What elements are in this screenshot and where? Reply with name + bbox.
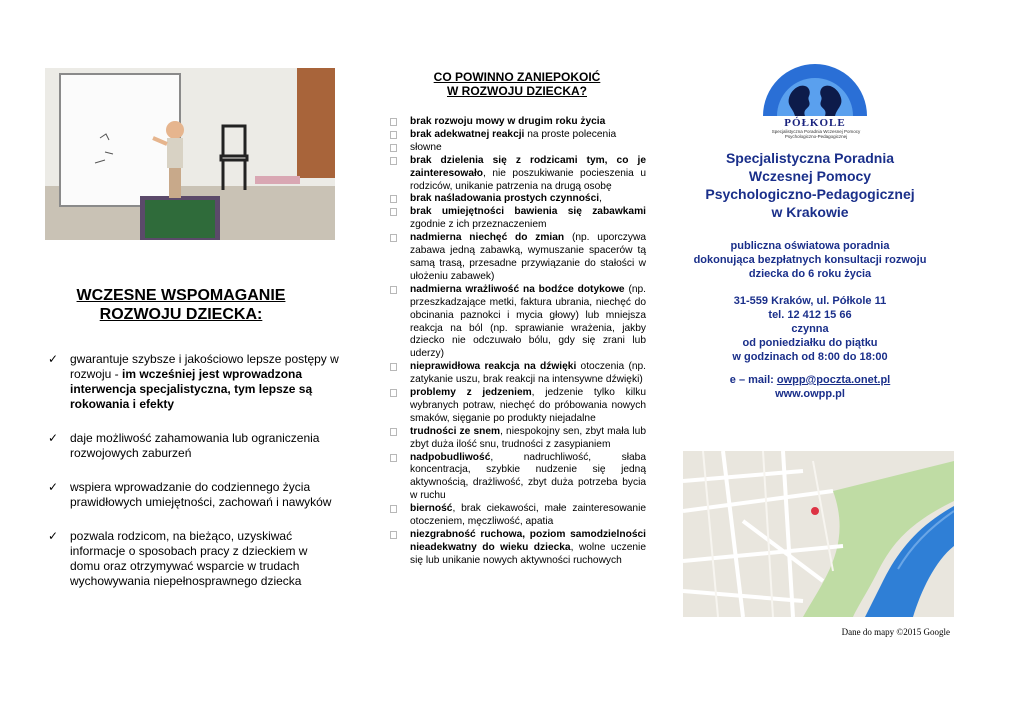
early-support-heading bbox=[45, 286, 317, 324]
item-text: (np. przeszkadzające metki, faktura ubrania, niechęć do obcinania paznokci i mycia głowy) lub mniejsza reakcja na ból (np. sprawianie wrażenia, jakby dziecko nie odczuwało bólu, gdy się zrani lub uderzy) bbox=[410, 283, 646, 360]
bullet-box-icon bbox=[390, 195, 397, 203]
bullet-box-icon bbox=[390, 531, 397, 539]
warning-sign-item bbox=[390, 529, 646, 568]
warning-sign-item bbox=[390, 503, 646, 529]
location-map bbox=[683, 451, 954, 617]
item-bold: brak adekwatnej reakcji bbox=[410, 128, 525, 140]
item-text: , niespokojny sen, zbyt mała lub zbyt duża ilość snu, trudności z zasypianiem bbox=[410, 425, 646, 450]
item-text: słowne bbox=[410, 141, 442, 153]
logo-name: PÓŁKOLE bbox=[784, 117, 846, 129]
benefit-text: wspiera wprowadzanie do codziennego życia prawidłowych umiejętności, zachowań i nawyków bbox=[70, 480, 332, 509]
bullet-box-icon bbox=[390, 157, 397, 165]
checkmark-icon: ✓ bbox=[48, 480, 59, 494]
heading-line-2: ROZWOJU DZIECKA: bbox=[99, 306, 263, 323]
warning-sign-item bbox=[390, 232, 646, 284]
bullet-box-icon bbox=[390, 286, 397, 294]
warning-signs-list bbox=[390, 116, 646, 568]
org-line: w Krakowie bbox=[771, 204, 849, 220]
item-bold: niezgrabność ruchowa, poziom samodzielności nieadekwatny do wieku dziecka bbox=[410, 529, 646, 553]
heading-line-1: CO POWINNO ZANIEPOKOIĆ bbox=[433, 70, 601, 84]
bullet-box-icon bbox=[390, 234, 397, 242]
item-text: , nadruchliwość, słaba koncentracja, szybkie nudzenie się jedną aktywnością, drażliwość, zbyt duża potrzeba bycia w ruchu bbox=[410, 451, 646, 502]
warning-sign-item bbox=[390, 452, 646, 504]
item-text: , brak ciekawości, małe zainteresowanie otoczeniem, męczliwość, apatia bbox=[410, 503, 646, 528]
benefit-item bbox=[48, 480, 340, 510]
map-credit: Dane do mapy ©2015 Google bbox=[841, 627, 950, 637]
benefit-text: gwarantuje szybsze i jakościowo lepsze postępy w rozwoju - bbox=[70, 352, 339, 381]
heading-line-2: W ROZWOJU DZIECKA? bbox=[447, 84, 587, 98]
item-bold: trudności ze snem bbox=[410, 425, 501, 437]
item-text: zgodnie z ich przeznaczeniem bbox=[410, 219, 547, 231]
opening-hours: w godzinach od 8:00 do 18:00 bbox=[732, 351, 888, 363]
warning-sign-item bbox=[390, 284, 646, 361]
email-label: e – mail: bbox=[729, 374, 777, 386]
item-text: , nie poszukiwanie pocieszenia u rodziców, unikanie patrzenia na drugą osobę bbox=[410, 167, 646, 192]
bullet-box-icon bbox=[390, 505, 397, 513]
phone-number: tel. 12 412 15 66 bbox=[768, 309, 852, 321]
heading-line-1: WCZESNE WSPOMAGANIE bbox=[76, 287, 286, 304]
logo-subtitle: Specjalistyczna Poradnia Wczesnej Pomocy Psychologiczno-Pedagogicznej bbox=[771, 129, 861, 139]
item-text: , wolne uczenie się lub unikanie nowych aktywności ruchowych bbox=[410, 541, 646, 566]
desc-line: publiczna oświatowa poradnia bbox=[730, 240, 890, 252]
warning-sign-item bbox=[390, 193, 646, 206]
org-line: Wczesnej Pomocy bbox=[748, 168, 872, 184]
item-bold: nadmierna wrażliwość na bodźce dotykowe bbox=[410, 283, 625, 295]
opening-days: od poniedziałku do piątku bbox=[742, 337, 878, 349]
item-bold: problemy z jedzeniem bbox=[410, 387, 532, 399]
website-link[interactable]: www.owpp.pl bbox=[775, 388, 845, 400]
benefit-text: daje możliwość zahamowania lub ograniczenia rozwojowych zaburzeń bbox=[70, 431, 320, 460]
desc-line: dziecka do 6 roku życia bbox=[748, 268, 872, 280]
item-text: otoczenia (np. zatykanie uszu, brak reakcji na intensywne dźwięki) bbox=[410, 361, 647, 386]
benefit-item bbox=[48, 431, 340, 461]
child-whiteboard-photo bbox=[45, 68, 335, 240]
bullet-box-icon bbox=[390, 363, 397, 371]
email-link[interactable]: owpp@poczta.onet.pl bbox=[776, 374, 891, 386]
warning-sign-item bbox=[390, 129, 646, 142]
item-text: (np. uporczywa zabawa jedną zabawką, wymuszanie spacerów tą samą trasą, przesadne przywiązanie do stałości w ułożeniu zabawek) bbox=[410, 232, 646, 282]
desc-line: dokonująca bezpłatnych konsultacji rozwoju bbox=[693, 254, 927, 266]
warning-sign-item bbox=[390, 361, 646, 387]
address: 31-559 Kraków, ul. Półkole 11 bbox=[733, 295, 887, 307]
item-bold: nieprawidłowa reakcja na dźwięki bbox=[410, 361, 577, 373]
warning-sign-item bbox=[390, 426, 646, 452]
warning-sign-item bbox=[390, 155, 646, 194]
item-text: na proste polecenia bbox=[524, 128, 617, 140]
org-line: Psychologiczno-Pedagogicznej bbox=[705, 186, 915, 202]
item-bold: brak rozwoju mowy w drugim roku życia bbox=[410, 116, 606, 127]
organization-name bbox=[680, 149, 940, 221]
checkmark-icon: ✓ bbox=[48, 352, 59, 366]
benefits-list bbox=[48, 352, 340, 608]
item-bold: brak umiejętności bawienia się zabawkami bbox=[410, 206, 646, 218]
bullet-box-icon bbox=[390, 454, 397, 462]
bullet-box-icon bbox=[390, 144, 397, 152]
benefit-text: pozwala rodzicom, na bieżąco, uzyskiwać informacje o sposobach pracy z dzieckiem w domu oraz otrzymywać wsparcie w trudach wychowywania niepełnosprawnego dziecka bbox=[70, 529, 308, 588]
checkmark-icon: ✓ bbox=[48, 529, 59, 543]
item-bold: nadmierna niechęć do zmian bbox=[410, 232, 565, 244]
warning-sign-item bbox=[390, 387, 646, 426]
warning-sign-item bbox=[390, 206, 646, 232]
bullet-box-icon bbox=[390, 428, 397, 436]
warning-signs-heading bbox=[388, 70, 646, 98]
bullet-box-icon bbox=[390, 208, 397, 216]
benefit-text-bold: im wcześniej jest wprowadzona interwencja specjalistyczna, tym lepsze są rokowania i efekty bbox=[70, 367, 313, 411]
org-line: Specjalistyczna Poradnia bbox=[725, 150, 895, 166]
email-line bbox=[680, 373, 940, 387]
opening-label: czynna bbox=[791, 323, 829, 335]
warning-sign-item bbox=[390, 142, 646, 155]
item-bold: brak dzielenia się z rodzicami tym, co je zainteresowało bbox=[410, 154, 646, 179]
bullet-box-icon bbox=[390, 131, 397, 139]
bullet-box-icon bbox=[390, 118, 397, 126]
bullet-box-icon bbox=[390, 389, 397, 397]
organization-description bbox=[680, 239, 940, 281]
benefit-item bbox=[48, 352, 340, 412]
item-bold: bierność bbox=[410, 503, 453, 515]
item-bold: nadpobudliwość bbox=[410, 451, 491, 463]
contact-info bbox=[680, 294, 940, 401]
item-text: , jedzenie tylko kilku wybranych potraw, niechęć do próbowania nowych smaków, sięganie po produkty niejadalne bbox=[410, 387, 646, 424]
checkmark-icon: ✓ bbox=[48, 431, 59, 445]
benefit-item bbox=[48, 529, 340, 589]
warning-sign-item bbox=[390, 116, 646, 129]
item-bold: brak naśladowania prostych czynności bbox=[410, 193, 600, 205]
item-text: , bbox=[599, 193, 602, 205]
